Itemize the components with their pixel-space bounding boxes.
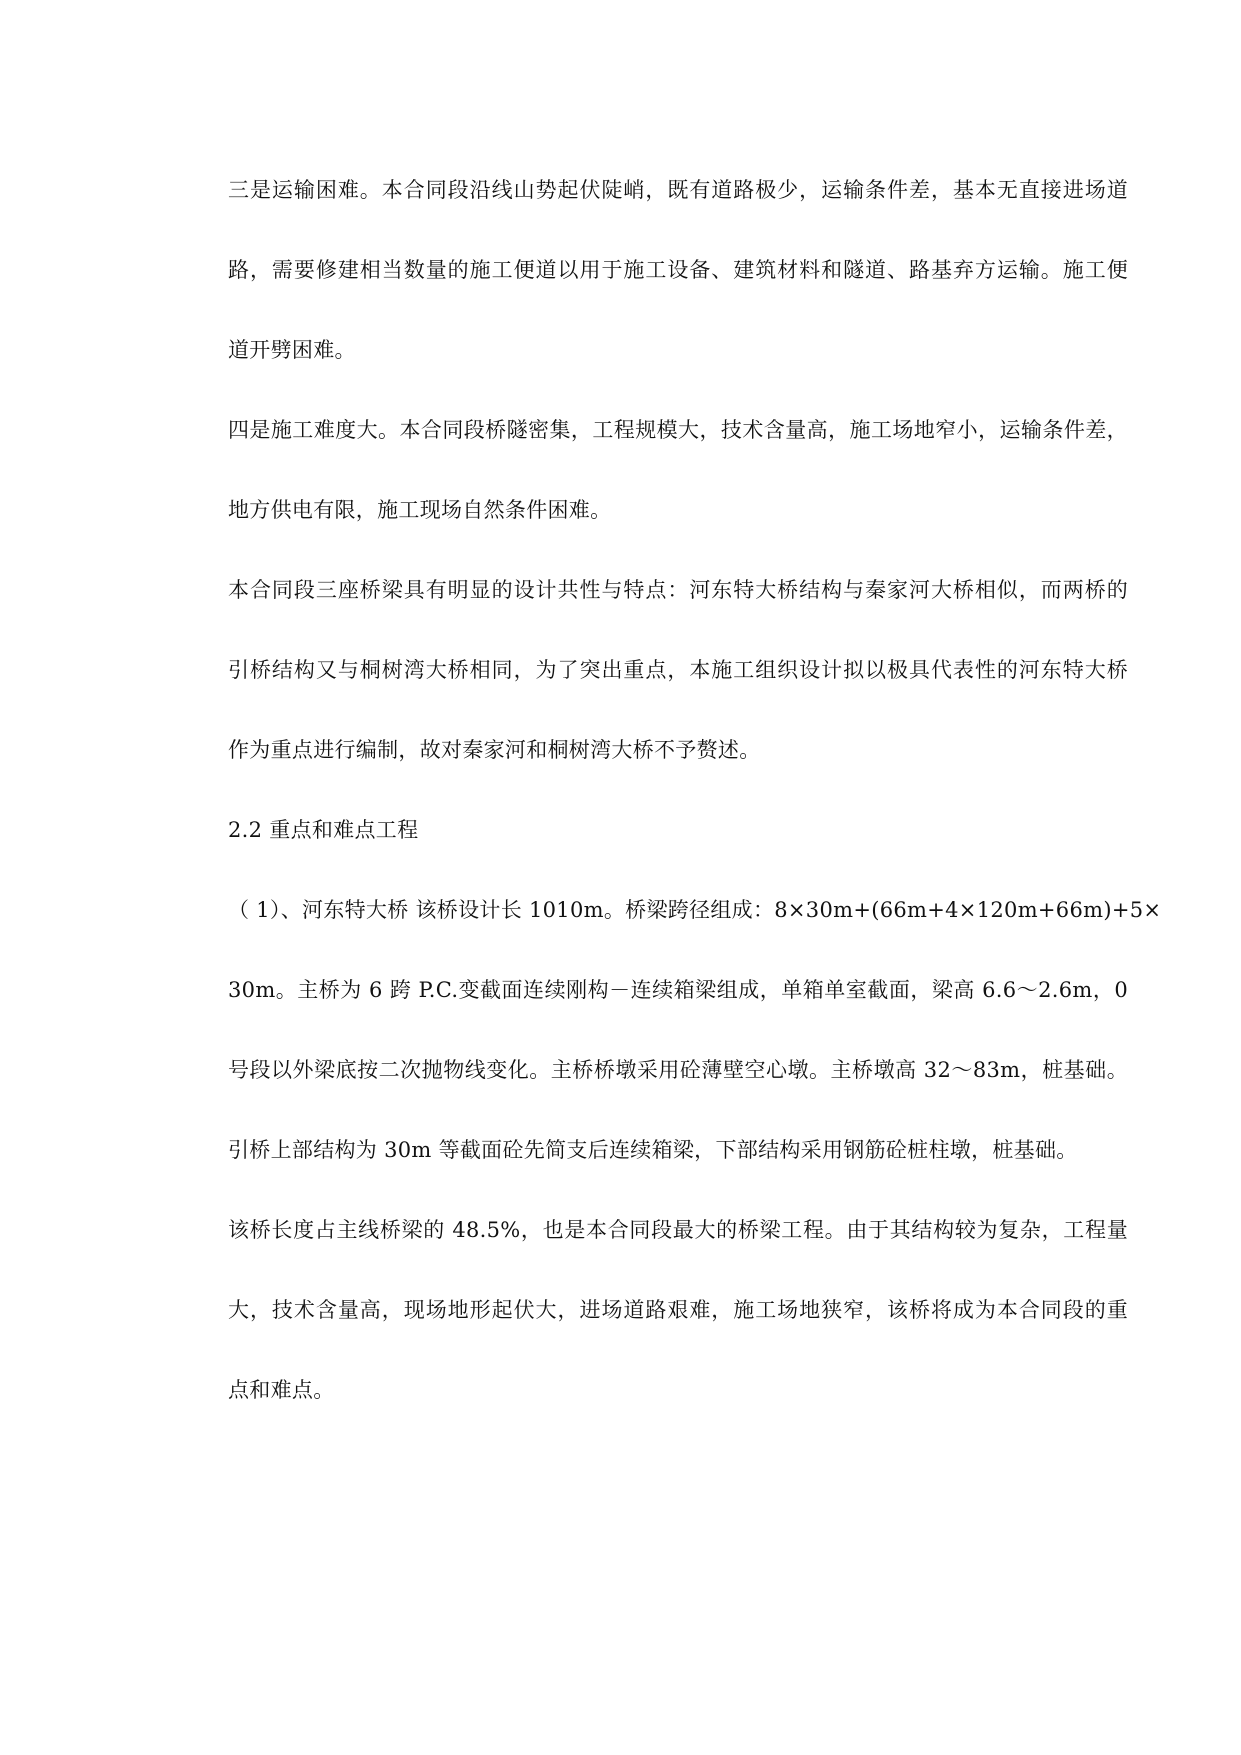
- paragraph-line: 路，需要修建相当数量的施工便道以用于施工设备、建筑材料和隧道、路基弃方运输。施工便: [228, 258, 1128, 282]
- section-heading: 2.2 重点和难点工程: [228, 818, 419, 842]
- paragraph-line: 引桥结构又与桐树湾大桥相同，为了突出重点，本施工组织设计拟以极具代表性的河东特大桥: [228, 658, 1128, 682]
- paragraph-line: 地方供电有限，施工现场自然条件困难。: [228, 498, 612, 522]
- paragraph-line: 30m。主桥为 6 跨 P.C.变截面连续刚构－连续箱梁组成，单箱单室截面，梁高 6.6～2.6m，0: [228, 978, 1128, 1002]
- paragraph-line: （ 1）、河东特大桥 该桥设计长 1010m。桥梁跨径组成：8×30m+(66m+4×120m+66m)+5×: [228, 898, 1162, 922]
- paragraph-line: 该桥长度占主线桥梁的 48.5%，也是本合同段最大的桥梁工程。由于其结构较为复杂，工程量: [228, 1218, 1128, 1242]
- paragraph-line: 本合同段三座桥梁具有明显的设计共性与特点：河东特大桥结构与秦家河大桥相似，而两桥的: [228, 578, 1128, 602]
- paragraph-line: 引桥上部结构为 30m 等截面砼先简支后连续箱梁，下部结构采用钢筋砼桩柱墩，桩基础。: [228, 1138, 1078, 1162]
- paragraph-line: 点和难点。: [228, 1378, 335, 1402]
- paragraph-line: 号段以外梁底按二次抛物线变化。主桥桥墩采用砼薄壁空心墩。主桥墩高 32～83m，桩基础。: [228, 1058, 1128, 1082]
- paragraph-line: 道开劈困难。: [228, 338, 356, 362]
- paragraph-line: 作为重点进行编制，故对秦家河和桐树湾大桥不予赘述。: [228, 738, 761, 762]
- paragraph-line: 四是施工难度大。本合同段桥隧密集，工程规模大，技术含量高，施工场地窄小，运输条件差，: [228, 418, 1128, 442]
- paragraph-line: 大，技术含量高，现场地形起伏大，进场道路艰难，施工场地狭窄，该桥将成为本合同段的重: [228, 1298, 1128, 1322]
- paragraph-line: 三是运输困难。本合同段沿线山势起伏陡峭，既有道路极少，运输条件差，基本无直接进场道: [228, 178, 1128, 202]
